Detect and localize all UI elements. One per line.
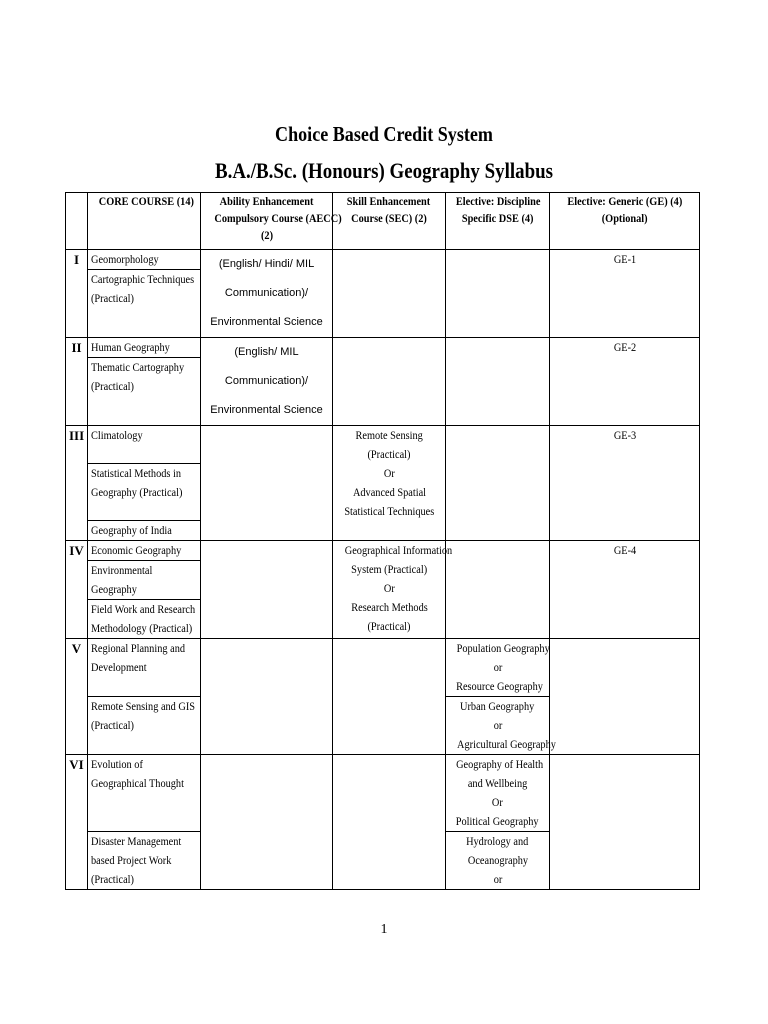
core-course: Economic Geography bbox=[88, 541, 201, 561]
sec-course bbox=[333, 755, 446, 890]
semester-number: II bbox=[66, 338, 88, 426]
semester-number: VI bbox=[66, 755, 88, 890]
sec-course bbox=[333, 639, 446, 755]
sec-course: Geographical Information System (Practical) Or Research Methods (Practical) bbox=[333, 541, 446, 639]
ge-course bbox=[550, 639, 700, 755]
sec-course bbox=[333, 338, 446, 426]
aecc-course bbox=[201, 639, 333, 755]
dse-course: Hydrology and Oceanography or bbox=[446, 832, 550, 890]
table-row bbox=[66, 250, 700, 270]
core-course: Field Work and Research Methodology (Practical) bbox=[88, 600, 201, 639]
ge-course: GE-1 bbox=[550, 250, 700, 338]
header-ge: Elective: Generic (GE) (4) (Optional) bbox=[550, 193, 700, 250]
core-course: Remote Sensing and GIS (Practical) bbox=[88, 697, 201, 755]
dse-course: Geography of Health and Wellbeing Or Political Geography bbox=[446, 755, 550, 832]
core-course: Regional Planning and Development bbox=[88, 639, 201, 697]
ge-course: GE-4 bbox=[550, 541, 700, 639]
core-course: Geomorphology bbox=[88, 250, 201, 270]
dse-course bbox=[446, 250, 550, 338]
table-row bbox=[66, 639, 700, 697]
semester-number: I bbox=[66, 250, 88, 338]
dse-course bbox=[446, 426, 550, 541]
core-course: Thematic Cartography (Practical) bbox=[88, 358, 201, 426]
aecc-course bbox=[201, 541, 333, 639]
core-course: Geography of India bbox=[88, 521, 201, 541]
dse-course: Urban Geography or Agricultural Geography bbox=[446, 697, 550, 755]
semester-number: V bbox=[66, 639, 88, 755]
core-course: Environmental Geography bbox=[88, 561, 201, 600]
ge-course: GE-2 bbox=[550, 338, 700, 426]
table-row bbox=[66, 338, 700, 358]
semester-number: IV bbox=[66, 541, 88, 639]
header-aecc: Ability Enhancement Compulsory Course (AECC) (2) bbox=[201, 193, 333, 250]
table-row bbox=[66, 426, 700, 464]
core-course: Statistical Methods in Geography (Practical) bbox=[88, 464, 201, 521]
sec-course bbox=[333, 250, 446, 338]
header-semester bbox=[66, 193, 88, 250]
aecc-course bbox=[201, 426, 333, 541]
syllabus-table bbox=[65, 192, 700, 890]
sec-course: Remote Sensing (Practical) Or Advanced Spatial Statistical Techniques bbox=[333, 426, 446, 541]
core-course: Cartographic Techniques (Practical) bbox=[88, 270, 201, 338]
aecc-course: (English/ Hindi/ MIL Communication)/ Environmental Science bbox=[201, 250, 333, 338]
dse-course bbox=[446, 541, 550, 639]
header-core: CORE COURSE (14) bbox=[88, 193, 201, 250]
document-title: Choice Based Credit System bbox=[275, 122, 493, 146]
aecc-course bbox=[201, 755, 333, 890]
table-row bbox=[66, 755, 700, 832]
page-number: 1 bbox=[380, 922, 388, 937]
core-course: Disaster Management based Project Work (Practical) bbox=[88, 832, 201, 890]
ge-course: GE-3 bbox=[550, 426, 700, 541]
header-row bbox=[66, 193, 700, 250]
core-course: Climatology bbox=[88, 426, 201, 464]
header-dse: Elective: Discipline Specific DSE (4) bbox=[446, 193, 550, 250]
document-subtitle: B.A./B.Sc. (Honours) Geography Syllabus bbox=[214, 158, 553, 183]
header-sec: Skill Enhancement Course (SEC) (2) bbox=[333, 193, 446, 250]
dse-course bbox=[446, 338, 550, 426]
table-row bbox=[66, 541, 700, 561]
core-course: Human Geography bbox=[88, 338, 201, 358]
ge-course bbox=[550, 755, 700, 890]
semester-number: III bbox=[66, 426, 88, 541]
core-course: Evolution of Geographical Thought bbox=[88, 755, 201, 832]
aecc-course: (English/ MIL Communication)/ Environmental Science bbox=[201, 338, 333, 426]
dse-course: Population Geography or Resource Geography bbox=[446, 639, 550, 697]
